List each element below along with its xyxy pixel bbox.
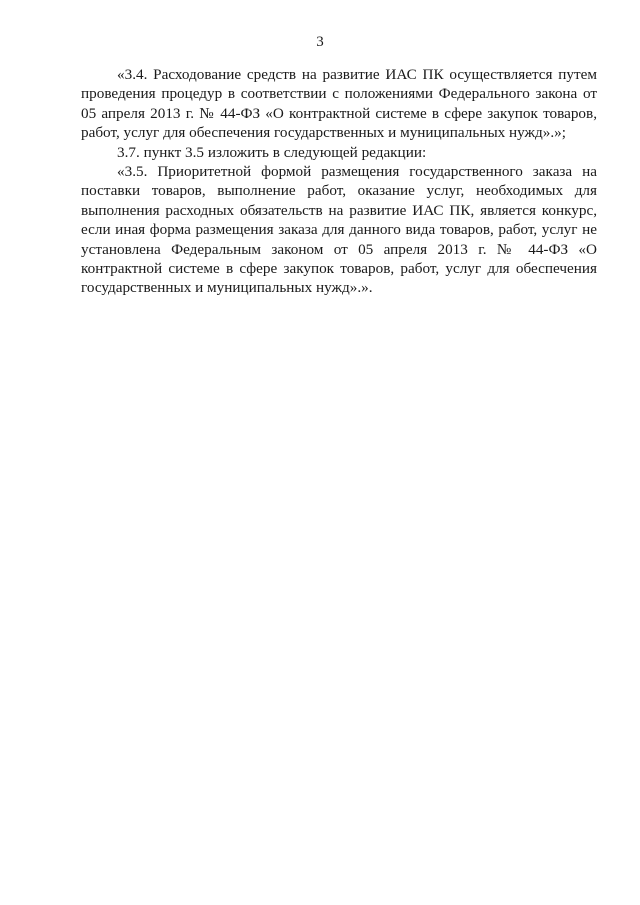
paragraph-3-5: «3.5. Приоритетной формой размещения государственного заказа на поставки товаров, выполнение работ, оказание услуг, необходимых для выполнения расходных обязательств на развитие ИАС ПК, является конкурс, если иная форма размещения заказа для данного вида товаров, работ, услуг не установлена Федеральным законом от 05 апреля 2013 г. № 44-ФЗ «О контрактной системе в сфере закупок товаров, работ, услуг для обеспечения государственных и муниципальных нужд».». [81, 163, 597, 297]
paragraph-3-7: 3.7. пункт 3.5 изложить в следующей редакции: [117, 143, 427, 161]
paragraph-3-4: «3.4. Расходование средств на развитие ИАС ПК осуществляется путем проведения процедур в соответствии с положениями Федерального закона от 05 апреля 2013 г. № 44-ФЗ «О контрактной системе в сфере закупок товаров, работ, услуг для обеспечения государственных и муниципальных нужд».»; [81, 66, 597, 142]
page-number: 3 [316, 34, 324, 50]
document-body [81, 65, 597, 298]
